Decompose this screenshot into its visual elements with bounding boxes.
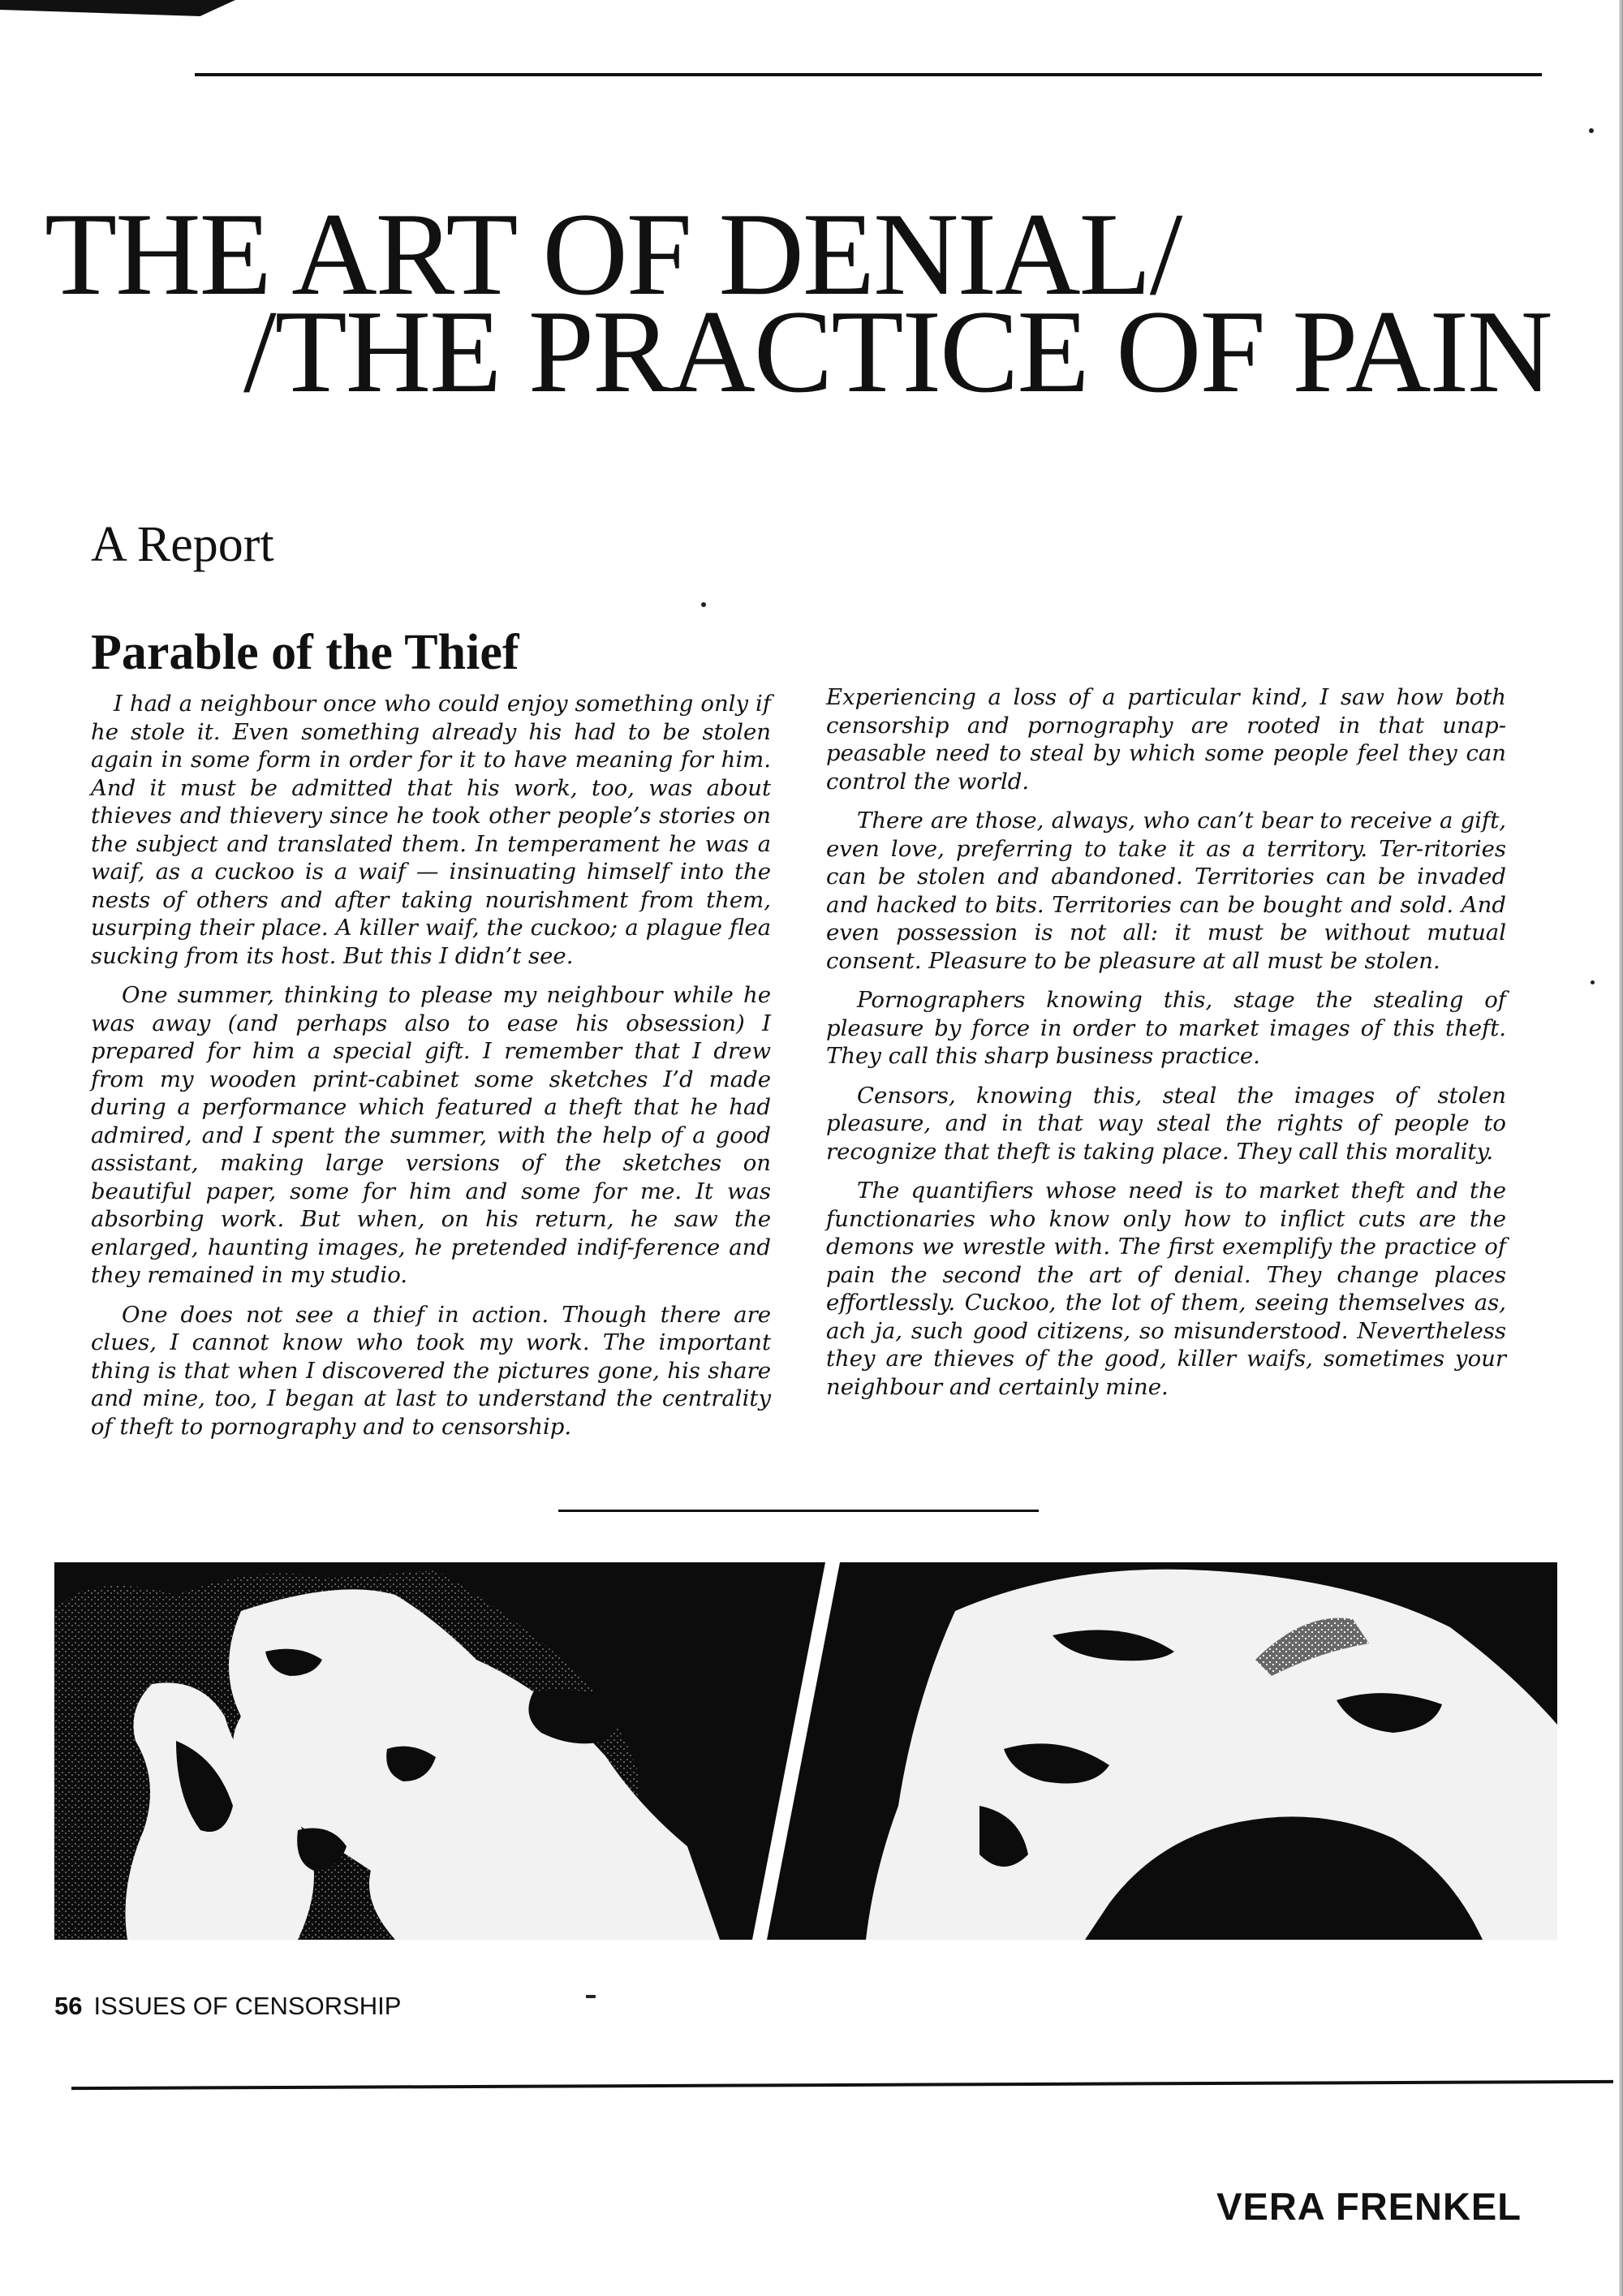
title-line-2: /THE PRACTICE OF PAIN	[243, 286, 1552, 417]
folio-line	[54, 1993, 401, 2018]
title-line-1: THE ART OF DENIAL/	[45, 188, 1182, 320]
article-column-left	[91, 690, 771, 1452]
scan-speck	[1589, 128, 1594, 133]
photo-artwork	[54, 1562, 1557, 1940]
top-rule	[195, 73, 1542, 76]
paragraph: There are those, always, who can’t bear to receive a gift, even love, preferring to take it as a territory. Ter-ritories can be stolen and abandoned. Territories can be invaded and hacked to bits. Territories can be bought and sold. And even possession is not all: it must be without mutual consent. Pleasure to be pleasure at all must be stolen.	[826, 808, 1506, 974]
author-byline: VERA FRENKEL	[1216, 2185, 1522, 2228]
section-heading: Parable of the Thief	[91, 625, 519, 680]
halftone-face-photo	[54, 1562, 1557, 1940]
page-edge-shadow	[1619, 0, 1623, 2296]
divider-rule	[558, 1510, 1039, 1512]
report-kicker: A Report	[91, 517, 274, 572]
paragraph: One does not see a thief in action. Though there are clues, I cannot know who took my work. The important thing is that when I discovered the pictures gone, his share and mine, too, I began at last to understand the centrality of theft to pornography and to censorship.	[91, 1301, 771, 1440]
article-column-right	[826, 683, 1506, 1412]
paragraph: I had a neighbour once who could enjoy something only if he stole it. Even something already his had to be stolen again in some form in order for it to have meaning for him. And it must be admitted that his work, too, was about thieves and thievery since he took other people’s stories on the subject and translated them. In temperament he was a waif, as a cuckoo is a waif — insinuating himself into the nests of others and after taking nourishment from them, usurping their place. A killer waif, the cuckoo; a plague flea sucking from its host. But this I didn’t see.	[91, 691, 771, 969]
paragraph: The quantifiers whose need is to market theft and the functionaries who know only how to inflict cuts are the demons we wrestle with. The first exemplify the practice of pain the second the art of denial. They change places effortlessly. Cuckoo, the lot of them, seeing themselves as, ach ja, such good citizens, so misunderstood. Nevertheless they are thieves of the good, killer waifs, sometimes your neighbour and certainly mine.	[826, 1178, 1506, 1400]
scan-speck	[701, 602, 706, 607]
page-number: 56	[54, 1992, 83, 2020]
paragraph: Experiencing a loss of a particular kind, I saw how both censorship and pornography are rooted in that unap-peasable need to steal by which some people feel they can control the world.	[826, 684, 1506, 795]
paragraph: One summer, thinking to please my neighbour while he was away (and perhaps also to ease his obsession) I prepared for him a special gift. I remember that I drew from my wooden print-cabinet some sketches I’d made during a performance which featured a theft that he had admired, and I spent the summer, with the help of a good assistant, making large versions of the sketches on beautiful paper, some for him and some for me. It was absorbing work. But when, on his return, he saw the enlarged, haunting images, he pretended indif-ference and they remained in my studio.	[91, 982, 771, 1288]
scan-speck	[586, 1995, 596, 1998]
bottom-rule	[71, 2080, 1613, 2090]
paragraph: Pornographers knowing this, stage the stealing of pleasure by force in order to market images of this theft. They call this sharp business practice.	[826, 987, 1506, 1069]
corner-scan-mark	[0, 0, 235, 16]
scan-speck	[1591, 980, 1595, 984]
publication-name: ISSUES OF CENSORSHIP	[93, 1992, 402, 2020]
paragraph: Censors, knowing this, steal the images of stolen pleasure, and in that way steal the rights of people to recognize that theft is taking place. They call this morality.	[826, 1082, 1506, 1165]
